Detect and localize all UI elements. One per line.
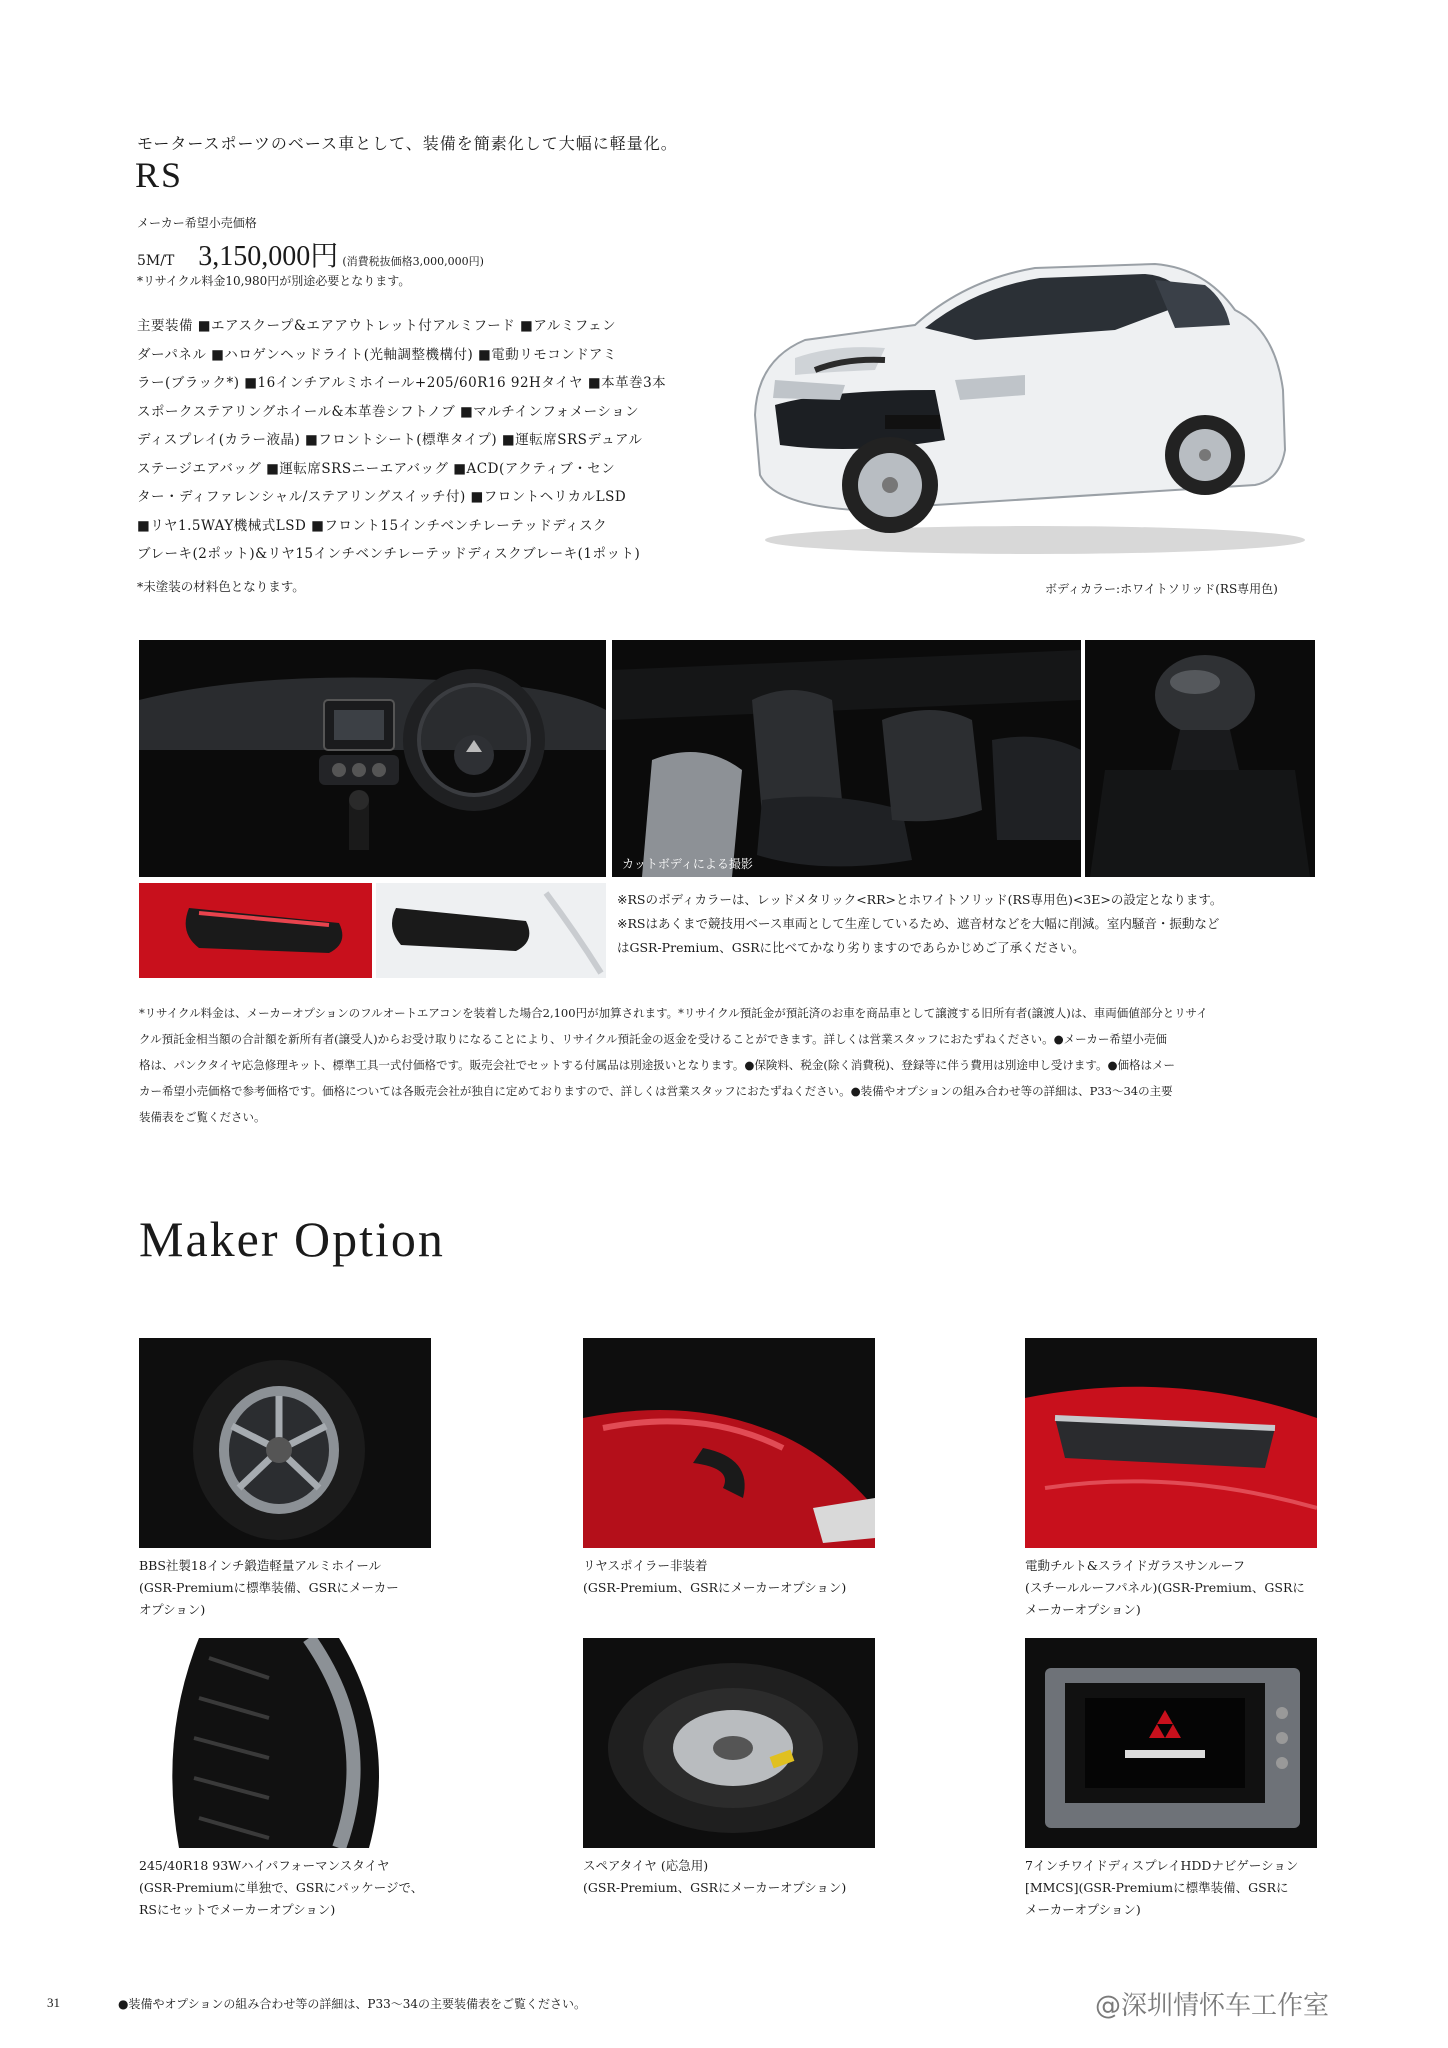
bbs-wheel-photo [139,1338,431,1548]
sunroof-photo [1025,1338,1317,1548]
footnote-line: カー希望小売価格で参考価格です。価格については各販売会社が独自に定めておりますので、詳しくは営業スタッフにおたずねください。●装備やオプションの組み合わせ等の詳細は、P33〜34の主要 [139,1084,1173,1098]
equipment-line: ター・ディファレンシャル/ステアリングスイッチ付) ■フロントヘリカルLSD [137,489,627,505]
option-caption-line: オプション) [139,1602,206,1617]
white-hood-scoop-photo [376,883,606,978]
footnote-line: 装備表をご覧ください。 [139,1110,266,1124]
price: 3,150,000円 [198,241,339,272]
option-caption-line: (GSR-Premium、GSRにメーカーオプション) [583,1880,847,1895]
option-caption-line: (GSR-Premiumに標準装備、GSRにメーカー [139,1580,399,1595]
watermark: @深圳情怀车工作室 [1095,1991,1330,2021]
option-caption [583,1555,883,1599]
rs-note-line: ※RSはあくまで競技用ベース車両として生産しているため、遮音材などを大幅に削減。室内騒音・振動など [617,916,1220,931]
tagline: モータースポーツのベース車として、装備を簡素化して大幅に軽量化。 [137,134,678,153]
equipment-note: *未塗装の材料色となります。 [137,579,305,594]
option-caption [1025,1855,1325,1921]
equipment-line: ラー(ブラック*) ■16インチアルミホイール+205/60R16 92Hタイヤ ■本革巻3本 [137,375,667,391]
equipment-line: 主要装備 ■エアスクープ&エアアウトレット付アルミフード ■アルミフェン [137,318,617,334]
footnote-line: 格は、パンクタイヤ応急修理キット、標準工具一式付価格です。販売会社でセットする付属品は別途扱いとなります。●保険料、税金(除く消費税)、登録等に伴う費用は別途申し受けます。●価格はメー [139,1058,1175,1072]
rs-note-line: はGSR-Premium、GSRに比べてかなり劣りますのであらかじめご了承ください。 [617,940,1085,955]
shift-knob-photo [1085,640,1315,877]
navigation-display-photo [1025,1638,1317,1848]
recycle-note: *リサイクル料金10,980円が別途必要となります。 [137,274,411,288]
page-number: 31 [47,1995,60,2010]
rs-note-line: ※RSのボディカラーは、レッドメタリック<RR>とホワイトソリッド(RS専用色)<3E>の設定となります。 [617,892,1223,907]
body-color-caption: ボディカラー:ホワイトソリッド(RS専用色) [1045,582,1278,596]
spare-tire-photo [583,1638,875,1848]
equipment-line: ■リヤ1.5WAY機械式LSD ■フロント15インチベンチレーテッドディスク [137,517,608,534]
rs-notes [617,888,1317,960]
option-caption-line: メーカーオプション) [1025,1602,1141,1617]
option-caption-line: (GSR-Premium、GSRにメーカーオプション) [583,1580,847,1595]
option-caption-line: 電動チルト&スライドガラスサンルーフ [1025,1558,1246,1573]
footnote-line: *リサイクル料金は、メーカーオプションのフルオートエアコンを装着した場合2,100円が加算されます。*リサイクル預託金が預託済のお車を商品車として譲渡する旧所有者(譲渡人)は、車両価値部分とリサイ [139,1006,1208,1020]
option-caption-line: 245/40R18 93Wハイパフォーマンスタイヤ [139,1858,390,1873]
equipment-line: ディスプレイ(カラー液晶) ■フロントシート(標準タイプ) ■運転席SRSデュアル [137,432,643,448]
option-caption [139,1555,439,1621]
option-caption-line: RSにセットでメーカーオプション) [139,1902,336,1917]
price-line [137,234,484,274]
page-note: ●装備やオプションの組み合わせ等の詳細は、P33〜34の主要装備表をご覧ください。 [118,1997,587,2011]
transmission: 5M/T [137,253,175,269]
price-tax: (消費税抜価格3,000,000円) [342,255,484,268]
footnote-line: クル預託金相当額の合計額を新所有者(譲受人)からお受け取りになることにより、リサイクル預託金の返金を受けることができます。詳しくは営業スタッフにおたずねください。●メーカー希望小売価 [139,1032,1167,1046]
model-name: RS [135,155,184,195]
performance-tire-photo [139,1638,431,1848]
cut-body-label: カットボディによる撮影 [622,857,753,871]
option-caption-line: メーカーオプション) [1025,1902,1141,1917]
equipment-line: スポークステアリングホイール&本革巻シフトノブ ■マルチインフォメーション [137,403,640,420]
car-photo [735,240,1315,560]
equipment-line: ダーパネル ■ハロゲンヘッドライト(光軸調整機構付) ■電動リモコンドアミ [137,346,617,363]
seats-photo [612,640,1081,877]
option-caption-line: (GSR-Premiumに単独で、GSRにパッケージで、 [139,1880,424,1895]
option-caption-line: BBS社製18インチ鍛造軽量アルミホイール [139,1558,382,1573]
option-caption-line: (スチールルーフパネル)(GSR-Premium、GSRに [1025,1580,1305,1595]
option-caption [583,1855,883,1899]
equipment-list [137,312,667,569]
maker-option-title: Maker Option [139,1211,445,1267]
option-caption-line: スペアタイヤ (応急用) [583,1858,709,1873]
rear-spoiler-photo [583,1338,875,1548]
price-label: メーカー希望小売価格 [137,216,257,230]
option-caption [139,1855,439,1921]
equipment-line: ステージエアバッグ ■運転席SRSニーエアバッグ ■ACD(アクティブ・セン [137,460,616,477]
equipment-line: ブレーキ(2ポット)&リヤ15インチベンチレーテッドディスクブレーキ(1ポット) [137,546,641,562]
option-caption-line: リヤスポイラー非装着 [583,1558,708,1573]
option-caption [1025,1555,1325,1621]
footnote [139,1000,1315,1130]
red-hood-scoop-photo [139,883,372,978]
option-caption-line: 7インチワイドディスプレイHDDナビゲーション [1025,1858,1299,1873]
option-caption-line: [MMCS](GSR-Premiumに標準装備、GSRに [1025,1880,1289,1895]
dashboard-photo [139,640,606,877]
